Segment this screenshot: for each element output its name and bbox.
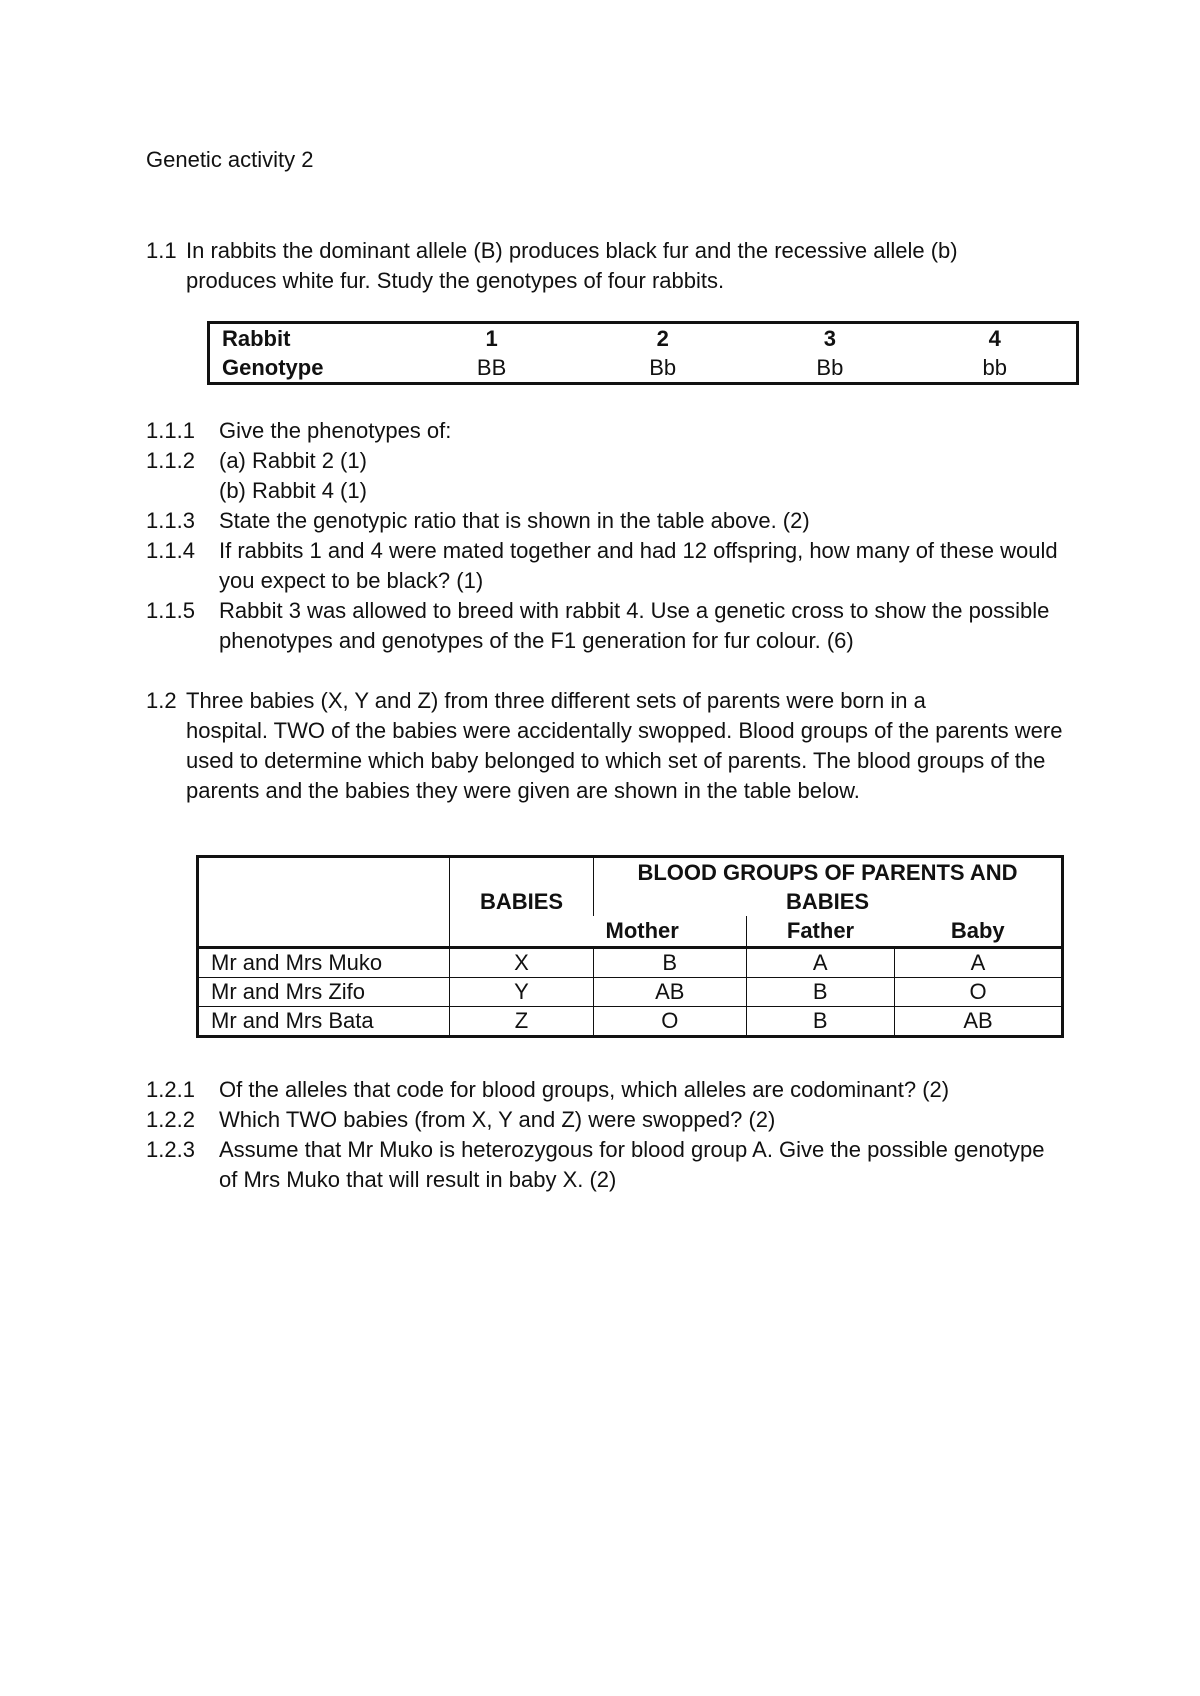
baby-cell: X — [450, 948, 594, 978]
question-number — [146, 476, 219, 506]
question-item — [146, 416, 1066, 446]
genotype-cell: Bb — [816, 354, 844, 380]
table-row — [198, 1007, 1063, 1037]
questions-1-1-list — [146, 416, 1066, 656]
baby-cell: Z — [450, 1007, 594, 1037]
question-text: (b) Rabbit 4 (1) — [219, 478, 367, 503]
genotype-cell: Bb — [649, 354, 677, 380]
father-cell: B — [746, 1007, 895, 1037]
question-text: Of the alleles that code for blood groups, which alleles are codominant? (2) — [219, 1077, 950, 1102]
empty-header-cell — [198, 857, 450, 948]
question-text: Assume that Mr Muko is heterozygous for blood group A. Give the possible genotype of Mrs Muko that will result in baby X. (2) — [219, 1137, 1045, 1192]
question-text-line1: In rabbits the dominant allele (B) produces black fur and the recessive allele (b) — [186, 238, 958, 263]
question-item — [146, 1135, 1066, 1195]
rabbit-number: 3 — [823, 325, 836, 351]
page-title: Genetic activity 2 — [146, 147, 314, 172]
question-number: 1.2.1 — [146, 1077, 195, 1102]
question-item — [146, 536, 1066, 596]
mother-cell: O — [594, 1007, 747, 1037]
table-row — [198, 948, 1063, 978]
question-text: Give the phenotypes of: — [219, 418, 452, 443]
question-item — [146, 596, 1066, 656]
question-item — [146, 506, 1066, 536]
genotype-cell: bb — [982, 354, 1007, 380]
question-number: 1.1.4 — [146, 538, 195, 563]
genotype-row — [209, 353, 1078, 384]
rabbit-number: 4 — [988, 325, 1001, 351]
question-text: State the genotypic ratio that is shown in the table above. (2) — [219, 508, 810, 533]
parents-cell: Mr and Mrs Muko — [198, 948, 450, 978]
question-item — [146, 476, 1066, 506]
question-text-line2: produces white fur. Study the genotypes of four rabbits. — [186, 268, 725, 293]
mother-header: Mother — [594, 916, 747, 948]
baby-cell: Y — [450, 978, 594, 1007]
baby-group-cell: O — [895, 978, 1063, 1007]
genotype-cell: BB — [476, 354, 507, 380]
baby-header: Baby — [895, 916, 1063, 948]
question-item — [146, 446, 1066, 476]
question-item — [146, 1075, 1066, 1105]
question-number: 1.1.2 — [146, 448, 195, 473]
rabbit-genotype-table — [207, 321, 1079, 385]
question-text: (a) Rabbit 2 (1) — [219, 448, 367, 473]
question-1-2 — [146, 686, 1076, 806]
question-text: Rabbit 3 was allowed to breed with rabbit 4. Use a genetic cross to show the possible phenotypes and genotypes of the F1 generation for fur colour. (6) — [219, 598, 1050, 653]
mother-cell: B — [594, 948, 747, 978]
question-text: Which TWO babies (from X, Y and Z) were swopped? (2) — [219, 1107, 776, 1132]
parents-cell: Mr and Mrs Bata — [211, 1008, 374, 1033]
question-number: 1.1.1 — [146, 418, 195, 443]
blood-group-table — [196, 855, 1064, 1038]
babies-header: BABIES — [450, 857, 594, 948]
question-1-1 — [146, 236, 1066, 296]
rabbit-row-label: Rabbit — [222, 325, 291, 351]
question-number: 1.2.2 — [146, 1107, 195, 1132]
question-number: 1.1.5 — [146, 598, 195, 623]
baby-group-cell: A — [895, 948, 1063, 978]
father-cell: A — [746, 948, 895, 978]
baby-group-cell: AB — [895, 1007, 1063, 1037]
question-item — [146, 1105, 1066, 1135]
rabbit-number: 2 — [656, 325, 669, 351]
genotype-row-label: Genotype — [222, 354, 324, 380]
question-number: 1.1 — [146, 238, 177, 263]
question-number: 1.2 — [146, 688, 177, 713]
question-number: 1.2.3 — [146, 1137, 195, 1162]
questions-1-2-list — [146, 1075, 1066, 1195]
question-text: If rabbits 1 and 4 were mated together and had 12 offspring, how many of these would you expect to be black? (1) — [219, 538, 1058, 593]
father-header: Father — [746, 916, 895, 948]
rabbit-row — [209, 323, 1078, 354]
blood-groups-header: BLOOD GROUPS OF PARENTS AND BABIES — [594, 857, 1063, 917]
question-number: 1.1.3 — [146, 508, 195, 533]
question-text-line1: Three babies (X, Y and Z) from three different sets of parents were born in a — [186, 688, 926, 713]
blood-table-header-row — [198, 857, 1063, 917]
question-text-rest: hospital. TWO of the babies were accidentally swopped. Blood groups of the parents were used to determine which baby belonged to which set of parents. The blood groups of the parents and the babies they were given are shown in the table below. — [186, 718, 1063, 803]
table-row — [198, 978, 1063, 1007]
mother-cell: AB — [594, 978, 747, 1007]
rabbit-number: 1 — [485, 325, 498, 351]
father-cell: B — [746, 978, 895, 1007]
parents-cell: Mr and Mrs Zifo — [198, 978, 450, 1007]
